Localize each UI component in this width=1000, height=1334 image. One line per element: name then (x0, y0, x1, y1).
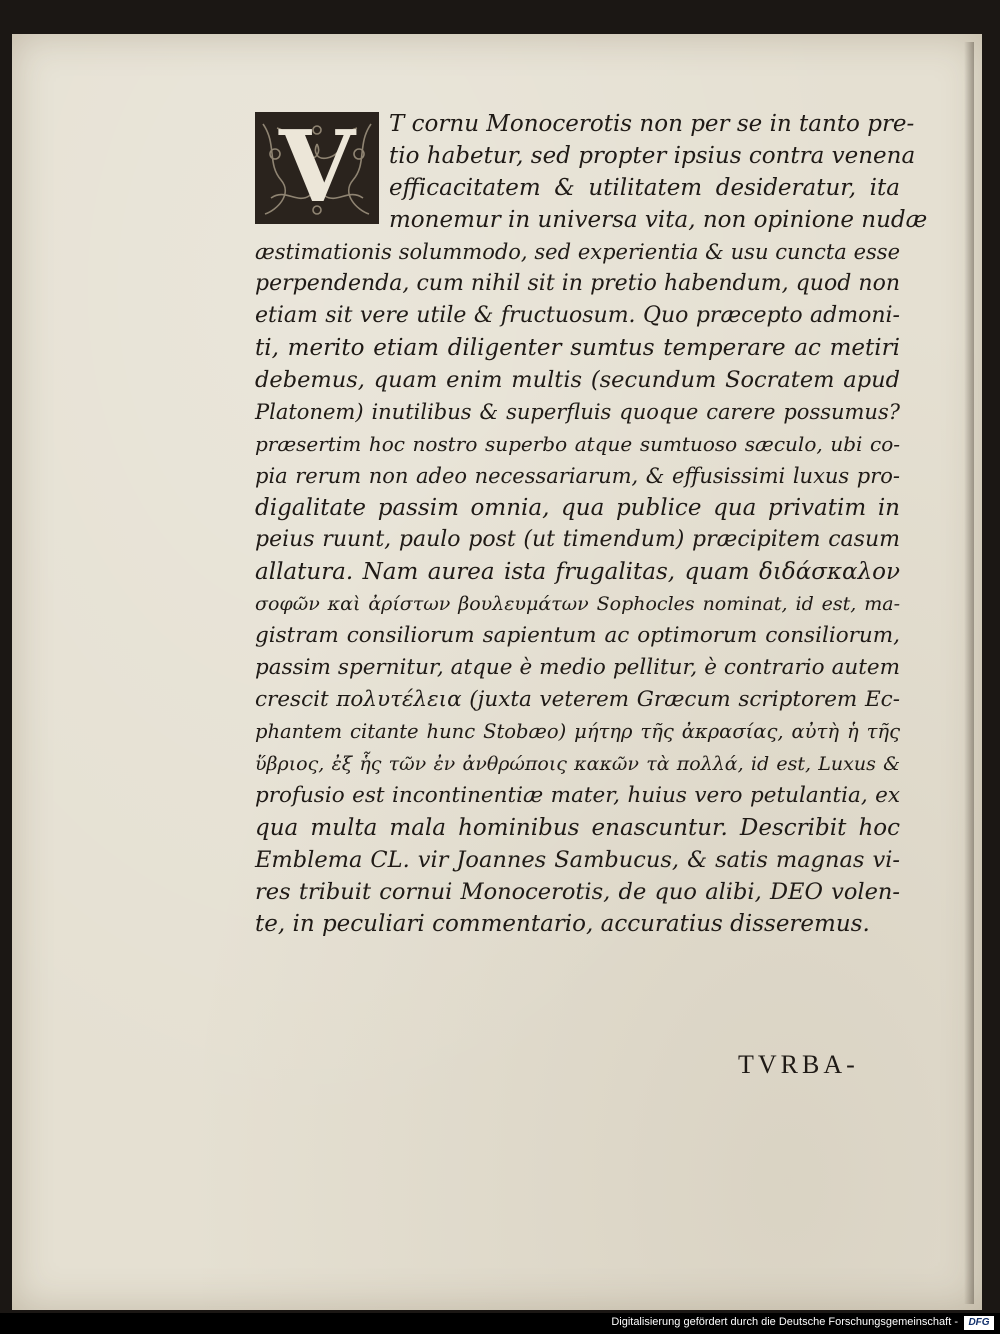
text-line: σοφῶν καὶ ἀρίστων βουλευμάτων Sophocles nominat, id est, ma- (255, 593, 900, 615)
text-line: res tribuit cornui Monocerotis, de quo alibi, DEO volen- (255, 879, 900, 905)
footer-credit: Digitalisierung gefördert durch die Deutsche Forschungsgemeinschaft - (611, 1316, 958, 1328)
text-line: perpendenda, cum nihil sit in pretio habendum, quod non (255, 271, 900, 296)
text-line: crescit πολυτέλεια (juxta veterem Græcum scriptorem Ec- (255, 687, 900, 712)
text-line: qua multa mala hominibus enascuntur. Describit hoc (255, 815, 900, 841)
text-line: efficacitatem & utilitatem desideratur, ita (389, 175, 900, 201)
text-line: phantem citante hunc Stobæo) μήτηρ τῆς ἀκρασίας, αὐτὴ ἡ τῆς (255, 720, 900, 743)
text-line: monemur in universa vita, non opinione nudæ (389, 207, 928, 233)
initial-letter: V (278, 110, 356, 225)
text-line: T cornu Monocerotis non per se in tanto pre- (389, 111, 915, 137)
text-line: profusio est incontinentiæ mater, huius vero petulantia, ex (255, 783, 900, 808)
catchword: TVRBA- (738, 1050, 859, 1079)
text-line: digalitate passim omnia, qua publice qua privatim in (255, 495, 900, 521)
text-line: Platonem) inutilibus & superfluis quoque carere possumus? (255, 400, 900, 424)
text-line: ὕβριος, ἐξ ἧς τῶν ἐν ἀνθρώποις κακῶν τὰ πολλά, id est, Luxus & (255, 753, 900, 775)
text-line: etiam sit vere utile & fructuosum. Quo præcepto admoni- (255, 303, 900, 328)
text-line: præsertim hoc nostro superbo atque sumtuoso sæculo, ubi co- (255, 432, 900, 456)
text-line: ti, merito etiam diligenter sumtus temperare ac metiri (255, 335, 900, 361)
page-edge-shadow (964, 42, 974, 1304)
text-line: allatura. Nam aurea ista frugalitas, quam διδάσκαλον (255, 559, 900, 585)
text-line: Emblema CL. vir Joannes Sambucus, & satis magnas vi- (255, 847, 900, 873)
text-line: pia rerum non adeo necessariarum, & effusissimi luxus pro- (255, 464, 900, 488)
body-text (255, 108, 928, 940)
text-line: passim spernitur, atque è medio pellitur, è contrario autem (255, 655, 900, 680)
text-line: peius ruunt, paulo post (ut timendum) præcipitem casum (255, 527, 900, 552)
text-line: gistram consiliorum sapientum ac optimorum consiliorum, (255, 623, 900, 648)
text-line: te, in peculiari commentario, accuratius disseremus. (255, 911, 870, 937)
dfg-logo-icon: DFG (964, 1316, 994, 1330)
text-line: æstimationis solummodo, sed experientia & usu cuncta esse (255, 240, 900, 264)
text-line: debemus, quam enim multis (secundum Socratem apud (255, 367, 900, 393)
decorated-initial (255, 112, 379, 224)
text-line: tio habetur, sed propter ipsius contra venena (389, 143, 916, 169)
